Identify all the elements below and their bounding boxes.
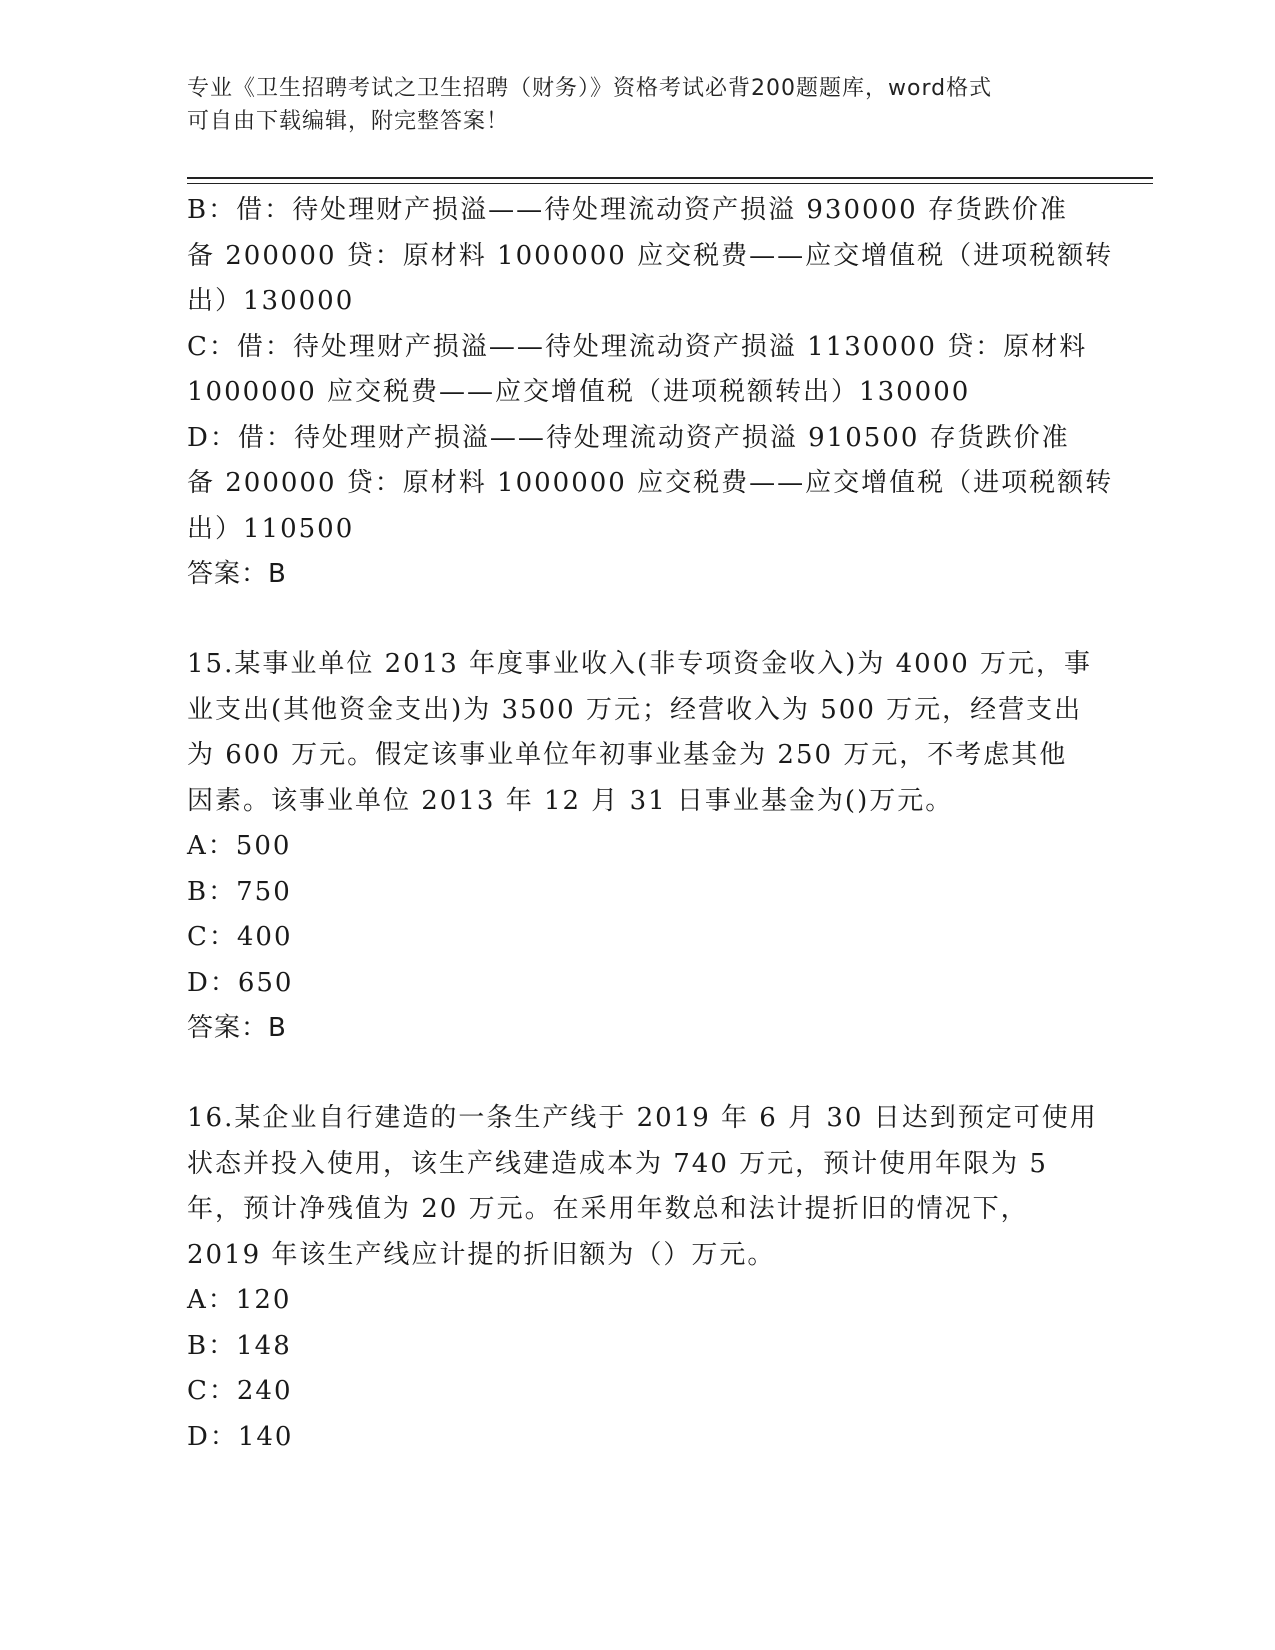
question-stem-line: 为 600 万元。假定该事业单位年初事业基金为 250 万元，不考虑其他 (187, 740, 1068, 770)
option-line: 备 200000 贷：原材料 1000000 应交税费——应交增值税（进项税额转 (187, 240, 1114, 271)
spacer (187, 596, 1087, 642)
option-line: 出）110500 (187, 513, 355, 544)
header-line-2: 可自由下载编辑，附完整答案！ (187, 109, 510, 134)
question-stem-line: 业支出(其他资金支出)为 3500 万元；经营收入为 500 万元，经营支出 (187, 694, 1083, 725)
question-stem-line: 2019 年该生产线应计提的折旧额为（）万元。 (187, 1239, 776, 1270)
document-header (187, 72, 1067, 138)
question-stem-line: 16.某企业自行建造的一条生产线于 2019 年 6 月 30 日达到预定可使用 (187, 1103, 1098, 1133)
header-divider (187, 177, 1153, 184)
option-line: D：借：待处理财产损溢——待处理流动资产损溢 910500 存货跌价准 (187, 422, 1070, 453)
answer-label: 答案：B (187, 1013, 287, 1043)
option-c: C：400 (187, 922, 293, 952)
question-stem-line: 因素。该事业单位 2013 年 12 月 31 日事业基金为()万元。 (187, 785, 954, 816)
option-d (187, 416, 1114, 553)
option-b (187, 188, 1114, 325)
question-16 (187, 1096, 1098, 1460)
spacer (187, 1050, 1087, 1096)
option-line: 备 200000 贷：原材料 1000000 应交税费——应交增值税（进项税额转 (187, 468, 1114, 498)
option-line: 1000000 应交税费——应交增值税（进项税额转出）130000 (187, 377, 971, 407)
option-line: B：借：待处理财产损溢——待处理流动资产损溢 930000 存货跌价准 (187, 195, 1068, 225)
question-content (187, 188, 1114, 1460)
option-line: C：借：待处理财产损溢——待处理流动资产损溢 1130000 贷：原材料 (187, 331, 1088, 362)
option-a: A：120 (187, 1285, 292, 1315)
prev-question-block (187, 188, 1114, 596)
option-b: B：750 (187, 876, 292, 907)
option-d: D：140 (187, 1421, 294, 1452)
question-15 (187, 642, 1093, 1050)
header-line-1: 专业《卫生招聘考试之卫生招聘（财务）》资格考试必背200题题库，word格式 (187, 76, 993, 101)
option-b: B：148 (187, 1330, 292, 1361)
answer-label: 答案：B (187, 559, 287, 589)
option-a: A：500 (187, 831, 292, 861)
question-stem-line: 状态并投入使用，该生产线建造成本为 740 万元，预计使用年限为 5 (187, 1148, 1048, 1179)
option-d: D：650 (187, 967, 294, 998)
option-c (187, 325, 1087, 416)
question-stem-line: 年，预计净残值为 20 万元。在采用年数总和法计提折旧的情况下， (187, 1194, 1029, 1224)
option-line: 出）130000 (187, 286, 355, 316)
question-stem-line: 15.某事业单位 2013 年度事业收入(非专项资金收入)为 4000 万元，事 (187, 649, 1093, 679)
option-c: C：240 (187, 1376, 293, 1406)
